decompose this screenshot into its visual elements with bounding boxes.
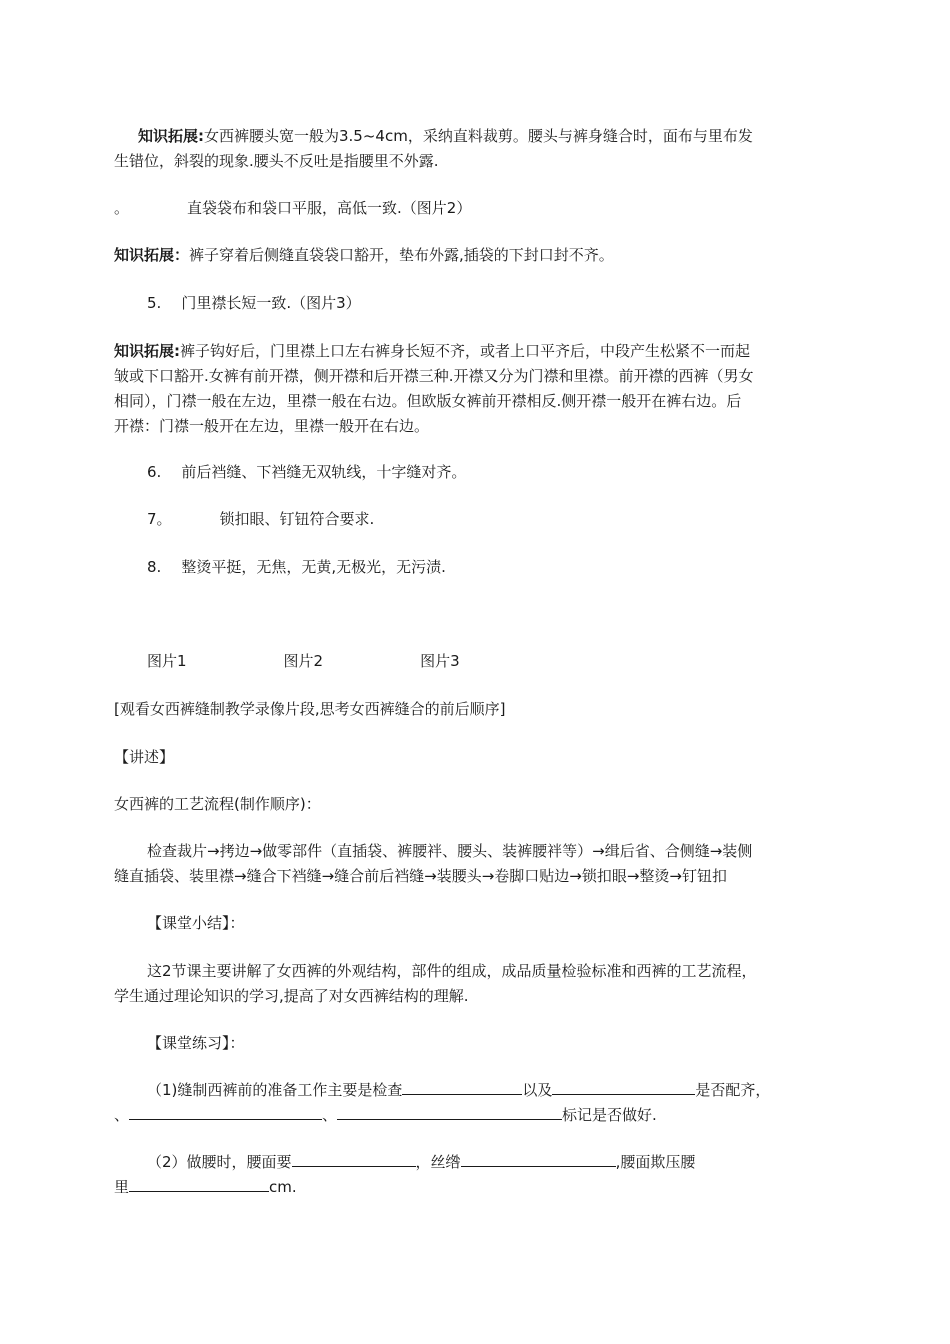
paragraph-text: 检查裁片→拷边→做零部件（直插袋、裤腰袢、腰头、装裤腰袢等）→缉后省、合侧缝→装侧	[147, 842, 753, 860]
section-heading-exercise	[114, 1031, 844, 1056]
item-text: 整烫平挺，无焦，无黄,无极光，无污渍.	[181, 558, 446, 576]
list-number: 5.	[147, 294, 162, 312]
item-text: 直袋袋布和袋口平服，高低一致.（图片2）	[187, 199, 472, 217]
answer-blank[interactable]	[402, 1078, 522, 1095]
paragraph-text: 生错位，斜裂的现象.腰头不反吐是指腰里不外露.	[114, 152, 439, 170]
paragraph-text: 这2节课主要讲解了女西裤的外观结构，部件的组成，成品质量检验标准和西裤的工艺流程，	[147, 962, 757, 980]
paragraph-text: [观看女西裤缝制教学录像片段,思考女西裤缝合的前后顺序]	[114, 700, 506, 718]
question-text: 里	[114, 1178, 130, 1196]
item-text: 门里襟长短一致.（图片3）	[181, 294, 361, 312]
picture-caption-1: 图片1	[147, 652, 187, 670]
paragraph-text: 缝直插袋、装里襟→缝合下裆缝→缝合前后裆缝→装腰头→卷脚口贴边→锁扣眼→整烫→钉钮扣	[114, 867, 727, 885]
process-flow	[114, 839, 844, 889]
item-text: 前后裆缝、下裆缝无双轨线，十字缝对齐。	[181, 463, 467, 481]
exercise-question-1	[114, 1078, 844, 1128]
picture-captions	[114, 649, 844, 674]
question-text: 是否配齐，	[695, 1081, 771, 1099]
paragraph-text: 女西裤的工艺流程(制作顺序)：	[114, 795, 321, 813]
summary-paragraph	[114, 959, 844, 1009]
list-number: 6.	[147, 463, 162, 481]
list-number: 7。	[147, 510, 172, 528]
knowledge-extension-waistband	[114, 124, 844, 174]
question-text: 以及	[522, 1081, 553, 1099]
answer-blank[interactable]	[552, 1078, 695, 1095]
paragraph-text: 皱或下口豁开.女裤有前开襟，侧开襟和后开襟三种.开襟又分为门襟和里襟。前开襟的西裤（男女	[114, 367, 754, 385]
question-text: ，丝绺	[415, 1153, 461, 1171]
question-text: ,腰面欺压腰	[615, 1153, 696, 1171]
section-heading-lecture	[114, 745, 844, 770]
answer-blank[interactable]	[337, 1103, 562, 1120]
knowledge-extension-fly	[114, 339, 844, 439]
picture-caption-2: 图片2	[283, 652, 324, 670]
paragraph-text: 相同），门襟一般在左边，里襟一般在右边。但欧版女裤前开襟相反.侧开襟一般开在裤右边。后	[114, 392, 742, 410]
paragraph-text: 学生通过理论知识的学习,提高了对女西裤结构的理解.	[114, 987, 469, 1005]
inspection-item-6	[114, 460, 844, 485]
section-heading: 【课堂小结】：	[147, 914, 245, 932]
process-heading	[114, 792, 844, 817]
question-text: cm.	[269, 1178, 297, 1196]
paragraph-text: 女西裤腰头宽一般为3.5~4cm，采纳直料裁剪。腰头与裤身缝合时，面布与里布发	[204, 127, 753, 145]
inspection-item-7	[114, 507, 844, 532]
question-text: （1)缝制西裤前的准备工作主要是检查	[147, 1081, 403, 1099]
list-marker: 。	[114, 199, 130, 217]
section-heading: 【讲述】	[114, 748, 175, 766]
knowledge-extension-label: 知识拓展：	[114, 246, 190, 264]
section-heading-summary	[114, 911, 844, 936]
item-text: 锁扣眼、钉钮符合要求.	[219, 510, 375, 528]
paragraph-text: 开襟：门襟一般开在左边，里襟一般开在右边。	[114, 417, 430, 435]
inspection-item-8	[114, 555, 844, 580]
knowledge-extension-label: 知识拓展:	[138, 127, 204, 145]
question-text: 、	[322, 1106, 338, 1124]
knowledge-extension-label: 知识拓展:	[114, 342, 180, 360]
paragraph-text: 裤子穿着后侧缝直袋袋口豁开，垫布外露,插袋的下封口封不齐。	[189, 246, 614, 264]
section-heading: 【课堂练习】：	[147, 1034, 245, 1052]
video-note	[114, 697, 844, 722]
list-number: 8.	[147, 558, 162, 576]
question-text: 、	[114, 1106, 130, 1124]
question-text: 标记是否做好.	[562, 1106, 657, 1124]
answer-blank[interactable]	[129, 1103, 322, 1120]
question-text: （2）做腰时，腰面要	[147, 1153, 292, 1171]
picture-caption-3: 图片3	[420, 652, 460, 670]
answer-blank[interactable]	[461, 1150, 616, 1167]
answer-blank[interactable]	[129, 1175, 269, 1192]
answer-blank[interactable]	[292, 1150, 416, 1167]
paragraph-text: 裤子钩好后，门里襟上口左右裤身长短不齐，或者上口平齐后，中段产生松紧不一而起	[180, 342, 751, 360]
knowledge-extension-pocket	[114, 243, 844, 268]
inspection-item-5	[114, 291, 844, 316]
inspection-item-pocket	[114, 196, 844, 221]
exercise-question-2	[114, 1150, 844, 1200]
